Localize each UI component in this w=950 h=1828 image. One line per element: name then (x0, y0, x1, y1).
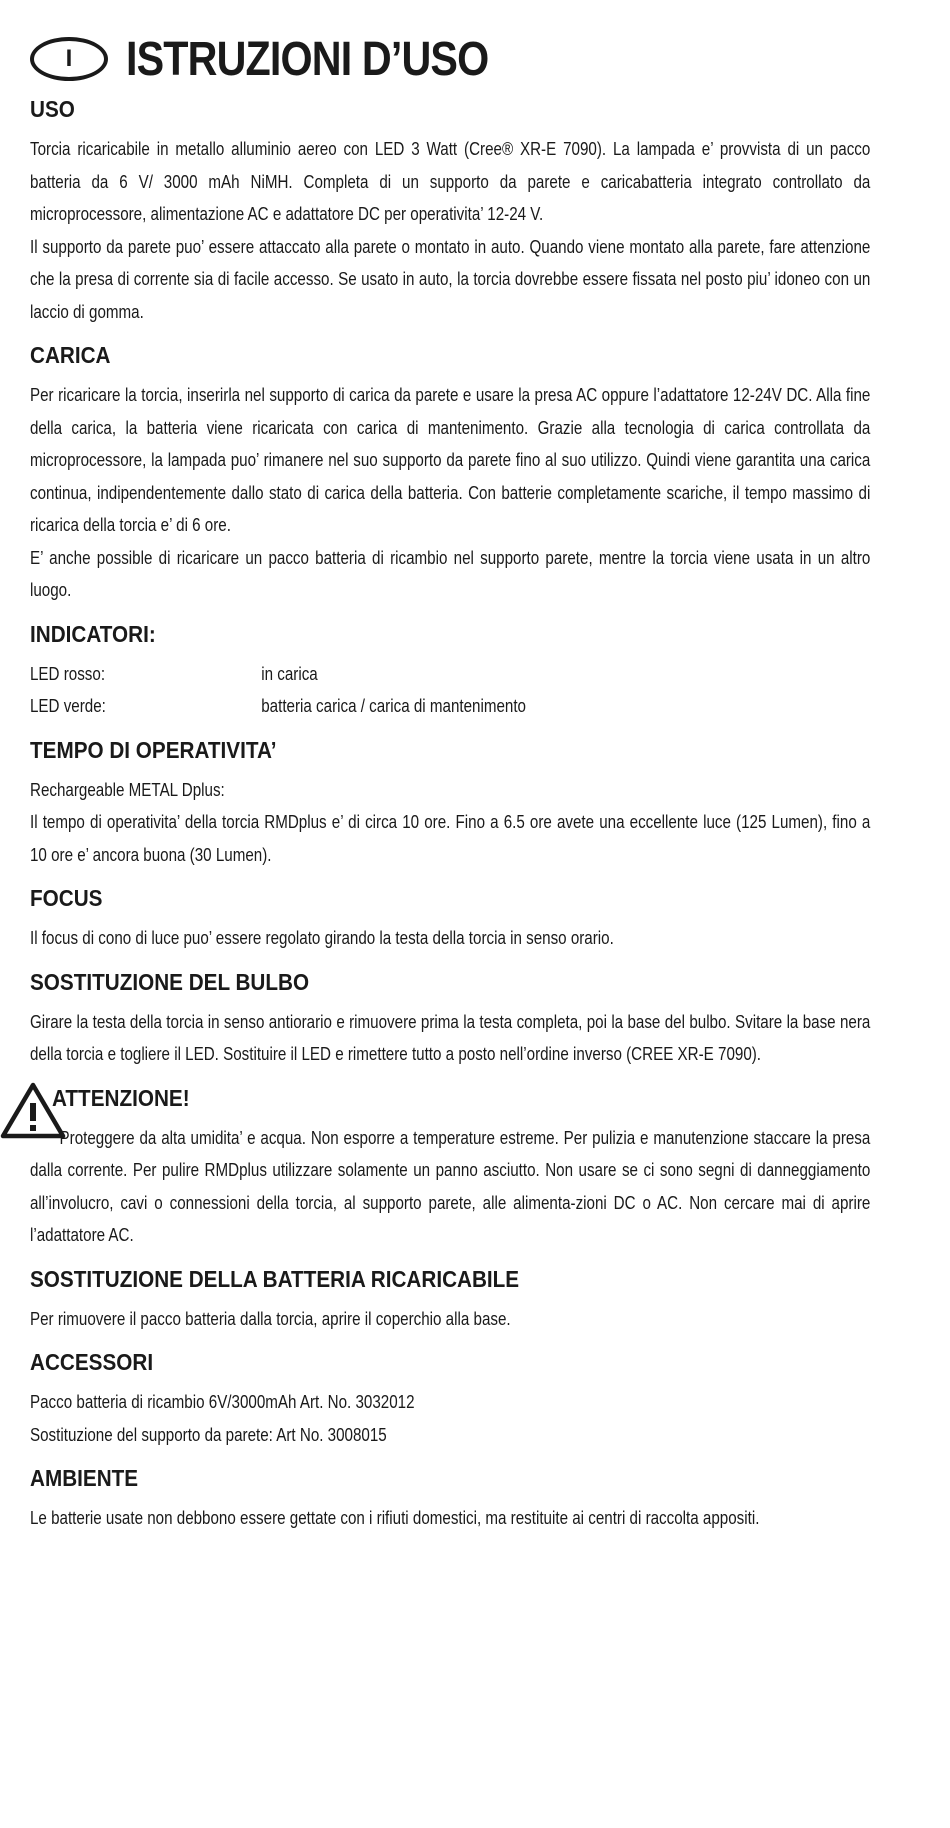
indicator-row (30, 658, 870, 691)
section-heading: SOSTITUZIONE DELLA BATTERIA RICARICABILE (30, 1265, 520, 1292)
section-bulbo (30, 969, 870, 1071)
paragraph: Per rimuovere il pacco batteria dalla torcia, aprire il coperchio alla base. (30, 1307, 511, 1329)
section-heading: ACCESSORI (30, 1349, 154, 1375)
section-indicatori (30, 621, 870, 723)
section-uso (30, 96, 870, 328)
paragraph: Il tempo di operativita’ della torcia RMDplus e’ di circa 10 ore. Fino a 6.5 ore avete una eccellente luce (125 Lumen), fino a 10 ore e’ ancora buona (30 Lumen). (30, 811, 871, 865)
paragraph: Il focus di cono di luce puo’ essere regolato girando la testa della torcia in senso orario. (30, 927, 614, 948)
section-heading: FOCUS (30, 885, 103, 911)
section-heading: TEMPO DI OPERATIVITA’ (30, 736, 277, 763)
section-carica (30, 342, 870, 607)
indicator-row (30, 690, 870, 723)
section-heading: AMBIENTE (30, 1465, 139, 1491)
paragraph: Le batterie usate non debbono essere gettate con i rifiuti domestici, ma restituite ai centri di raccolta appositi. (30, 1507, 760, 1528)
section-heading: USO (30, 96, 75, 122)
manual-page (30, 28, 870, 1549)
title-row (30, 28, 870, 90)
paragraph: E’ anche possible di ricaricare un pacco batteria di ricambio nel supporto parete, mentre la torcia viene usata in un altro luogo. (30, 546, 871, 600)
section-tempo (30, 737, 870, 872)
language-badge: I (30, 37, 108, 81)
section-ambiente (30, 1465, 870, 1535)
section-attenzione (30, 1085, 870, 1252)
paragraph: Pacco batteria di ricambio 6V/3000mAh Art. No. 3032012 (30, 1391, 415, 1412)
section-focus (30, 885, 870, 955)
section-heading: CARICA (30, 342, 111, 368)
paragraph: Per ricaricare la torcia, inserirla nel supporto di carica da parete e usare la presa AC oppure l’adattatore 12-24V DC. Alla fine della carica, la batteria viene ricaricata con carica di mantenimento. Grazie alla tecnologia di carica controllata da microprocessore, la lampada puo’ rimanere nel suo supporto da parete fino al suo utilizzo. Quindi viene garantita una carica continua, indipendentemente dallo stato di carica della batteria. Con batterie completamente scariche, il tempo massimo di ricarica della torcia e’ di 6 ore. (30, 384, 871, 535)
paragraph: Girare la testa della torcia in senso antiorario e rimuovere prima la testa completa, poi la base del bulbo. Svitare la base nera della torcia e togliere il LED. Sostituire il LED e rimettere tutto a posto nell’ordine inverso (CREE XR-E 7090). (30, 1010, 871, 1064)
paragraph: Torcia ricaricabile in metallo alluminio aereo con LED 3 Watt (Cree® XR-E 7090). La lampada e’ provvista di un pacco batteria da 6 V/ 3000 mAh NiMH. Completa di un supporto da parete e caricabatteria integrato controllato da microprocessore, alimentazione AC e adattatore DC per operativita’ 12-24 V. (30, 138, 871, 224)
indicator-value: batteria carica / carica di mantenimento (261, 695, 526, 716)
paragraph: Rechargeable METAL Dplus: (30, 778, 225, 800)
section-batteria (30, 1266, 870, 1336)
section-heading: INDICATORI: (30, 620, 156, 647)
paragraph: Sostituzione del supporto da parete: Art No. 3008015 (30, 1423, 387, 1445)
indicator-label: LED verde: (30, 695, 106, 716)
paragraph: Il supporto da parete puo’ essere attaccato alla parete o montato in auto. Quando viene montato alla parete, fare attenzione che la presa di corrente sia di facile accesso. Se usato in auto, la torcia dovrebbe essere fissata nel posto piu’ idoneo con un laccio di gomma. (30, 235, 871, 322)
paragraph: Proteggere da alta umidita’ e acqua. Non esporre a temperature estreme. Per pulizia e manutenzione staccare la presa dalla corrente. Per pulire RMDplus utilizzare solamente un panno asciutto. Non usare se ci sono segni di danneggiamento all’involucro, cavi o connessioni della torcia, al supporto parete, alle alimenta-zioni DC o AC. Non cercare mai di aprire l’adattatore AC. (30, 1126, 871, 1245)
indicator-value: in carica (261, 662, 318, 684)
page-title: ISTRUZIONI D’USO (126, 32, 489, 86)
section-accessori (30, 1349, 870, 1451)
indicator-label: LED rosso: (30, 662, 106, 684)
section-heading: SOSTITUZIONE DEL BULBO (30, 968, 310, 995)
section-heading: ATTENZIONE! (52, 1084, 190, 1111)
